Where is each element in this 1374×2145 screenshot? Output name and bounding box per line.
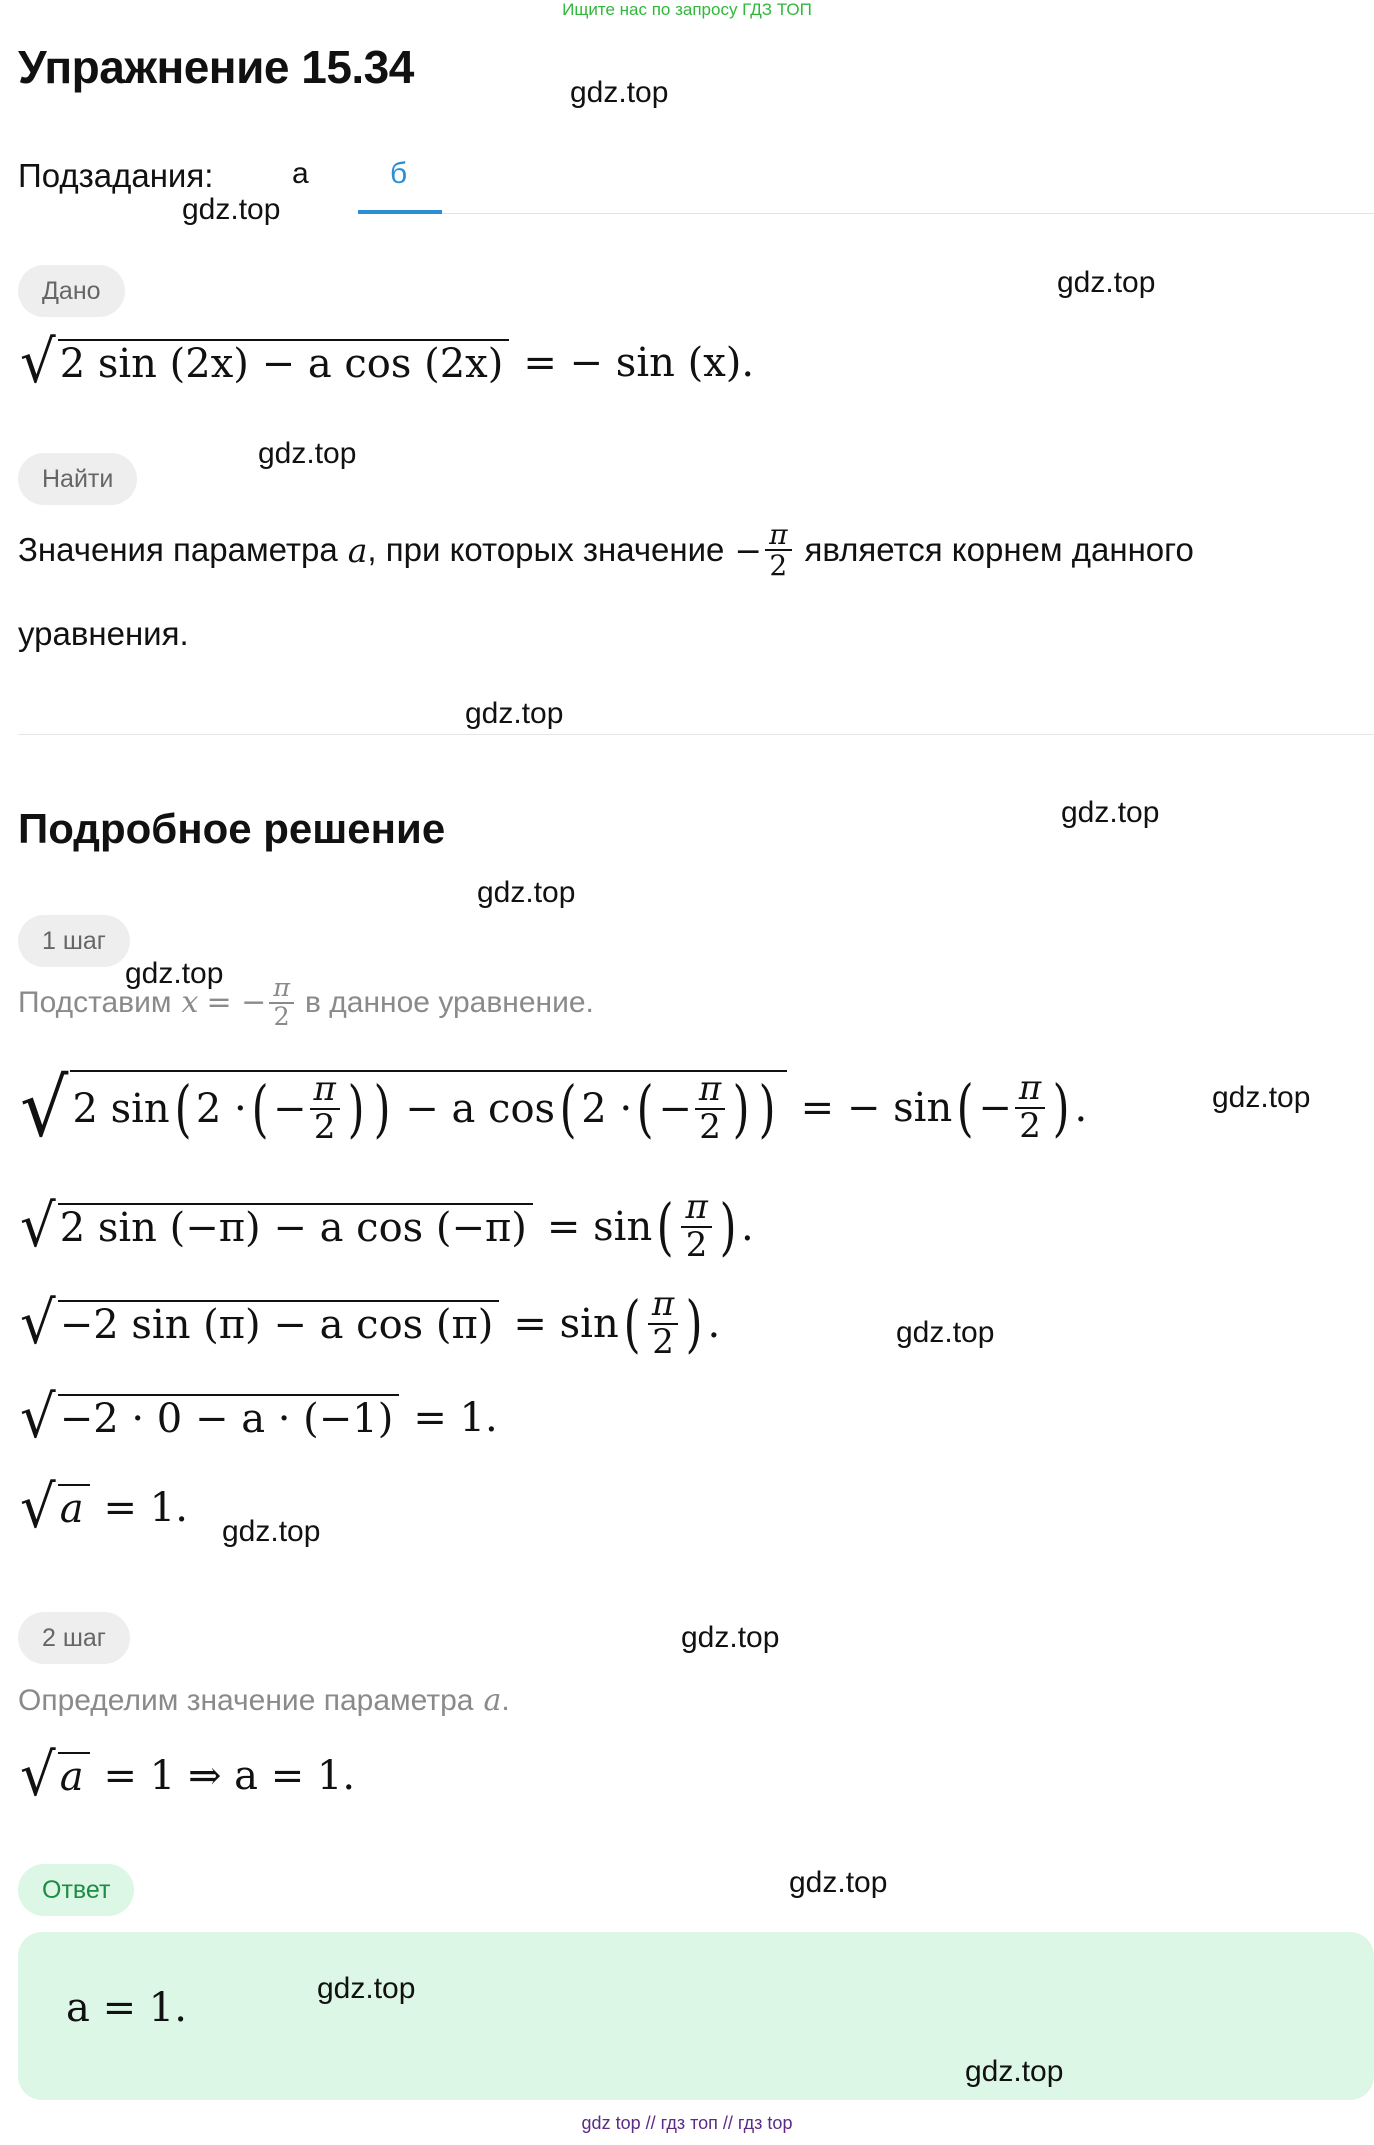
tabs-divider — [442, 213, 1374, 214]
math-rhs: = 1. — [413, 1395, 498, 1441]
fraction-numerator: π — [648, 1287, 678, 1325]
find-text-line-2: уравнения. — [18, 615, 189, 652]
promo-note: Ищите нас по запросу ГДЗ ТОП — [562, 0, 812, 19]
fraction-numerator: π — [310, 1072, 340, 1110]
watermark: gdz.top — [789, 1866, 888, 1899]
step1-intro-fraction — [269, 975, 294, 1031]
step1-equation-4 — [20, 1383, 498, 1452]
section-divider — [18, 734, 1374, 735]
math-fn: − a cos — [405, 1086, 556, 1132]
math-end: . — [1074, 1085, 1088, 1131]
fraction-denominator: 2 — [652, 1321, 674, 1362]
paren-open: ( — [636, 1072, 654, 1145]
step1-equation-3 — [20, 1284, 721, 1362]
step2-equation — [20, 1741, 356, 1810]
math-term: 2 · — [581, 1086, 633, 1132]
step1-chip: 1 шаг — [18, 915, 130, 967]
step1-eq1-radicand — [70, 1070, 786, 1145]
step1-intro-eq: = − — [206, 985, 267, 1021]
paren-close: ) — [347, 1072, 365, 1145]
step1-intro-text: Подставим — [18, 985, 172, 1019]
paren-close: ) — [732, 1072, 750, 1145]
fraction-denominator: 2 — [1019, 1106, 1041, 1146]
math-rhs: = − sin — [800, 1085, 953, 1131]
math-rhs: = 1 ⇒ a = 1. — [103, 1753, 356, 1799]
find-text-part: является корнем данного — [804, 531, 1194, 569]
watermark: gdz.top — [1057, 266, 1156, 299]
paren-open: ( — [174, 1072, 192, 1145]
sqrt-symbol: √ — [20, 1383, 56, 1452]
math-sign: − — [658, 1086, 692, 1132]
math-sign: − — [272, 1086, 307, 1132]
math-fn: 2 sin — [72, 1086, 170, 1132]
tab-subtask-b[interactable]: б — [390, 157, 408, 190]
watermark: gdz.top — [125, 957, 224, 990]
watermark: gdz.top — [317, 1972, 416, 2005]
fraction-numerator: π — [765, 520, 791, 551]
watermark: gdz.top — [570, 76, 669, 109]
watermark: gdz.top — [258, 437, 357, 470]
find-text-part: , при которых значение — [367, 531, 725, 569]
watermark: gdz.top — [1061, 796, 1160, 829]
fraction-denominator: 2 — [273, 1001, 290, 1032]
math-rhs: = 1. — [103, 1485, 188, 1531]
paren-open: ( — [656, 1189, 674, 1263]
step1-eq4-radicand: −2 · 0 − a · (−1) — [58, 1394, 400, 1442]
fraction-numerator: π — [269, 975, 294, 1004]
sqrt-symbol: √ — [20, 1473, 56, 1542]
pi-over-2-fraction — [1015, 1068, 1045, 1146]
given-radicand: 2 sin (2x) − a cos (2x) — [58, 339, 510, 387]
step2-text-part: Определим значение параметра — [18, 1683, 474, 1717]
watermark: gdz.top — [222, 1515, 321, 1548]
find-text-line-1 — [18, 520, 1194, 581]
math-end: . — [707, 1300, 721, 1347]
math-end: . — [741, 1203, 754, 1250]
given-rhs: = − sin (x). — [523, 340, 755, 386]
fraction-denominator: 2 — [699, 1107, 721, 1147]
paren-open: ( — [956, 1071, 974, 1144]
paren-close: ) — [719, 1189, 737, 1263]
step1-equation-5 — [20, 1473, 188, 1542]
fraction-denominator: 2 — [769, 549, 788, 583]
watermark: gdz.top — [182, 193, 281, 226]
find-value-fraction — [765, 520, 791, 581]
find-param: a — [347, 530, 368, 570]
pi-over-2-fraction — [310, 1069, 340, 1147]
given-equation — [20, 328, 755, 397]
footer-note: gdz top // гдз топ // гдз top — [581, 2113, 793, 2133]
pi-over-2-fraction — [695, 1069, 725, 1147]
watermark: gdz.top — [681, 1621, 780, 1654]
find-value-sign: − — [734, 530, 763, 570]
pi-over-2-fraction — [648, 1284, 678, 1362]
step1-intro-text: в данное уравнение. — [305, 985, 594, 1019]
paren-close: ) — [1052, 1071, 1070, 1144]
find-text-part: Значения параметра — [18, 531, 338, 569]
math-rhs: = sin — [546, 1203, 653, 1250]
step1-intro — [18, 975, 594, 1031]
step1-eq3-radicand: −2 sin (π) − a cos (π) — [58, 1300, 500, 1348]
sqrt-symbol: √ — [20, 328, 56, 397]
watermark: gdz.top — [965, 2055, 1064, 2088]
page-title: Упражнение 15.34 — [18, 41, 414, 93]
watermark: gdz.top — [896, 1316, 995, 1349]
watermark: gdz.top — [477, 876, 576, 909]
paren-close: ) — [373, 1072, 391, 1145]
fraction-numerator: π — [681, 1190, 711, 1228]
sqrt-symbol: √ — [20, 1192, 56, 1261]
step2-param: a — [483, 1683, 502, 1718]
watermark: gdz.top — [1212, 1081, 1311, 1114]
watermark: gdz.top — [465, 697, 564, 730]
math-sign: − — [978, 1085, 1012, 1131]
paren-open: ( — [559, 1072, 577, 1145]
pi-over-2-fraction — [681, 1187, 711, 1265]
answer-chip: Ответ — [18, 1864, 134, 1916]
sqrt-symbol: √ — [20, 1289, 56, 1358]
fraction-denominator: 2 — [313, 1107, 336, 1147]
active-tab-indicator — [358, 210, 442, 214]
paren-close: ) — [759, 1072, 777, 1145]
sqrt-symbol: √ — [20, 1060, 69, 1155]
step1-equation-1 — [20, 1060, 1088, 1155]
subtasks-label: Подзадания: — [18, 157, 214, 194]
tab-subtask-a[interactable]: а — [292, 157, 309, 190]
fraction-denominator: 2 — [685, 1224, 708, 1265]
step1-eq2-radicand: 2 sin (−π) − a cos (−π) — [58, 1203, 533, 1251]
find-chip: Найти — [18, 453, 137, 505]
paren-close: ) — [685, 1286, 703, 1360]
given-chip: Дано — [18, 265, 125, 317]
step1-equation-2 — [20, 1187, 754, 1265]
fraction-numerator: π — [1015, 1071, 1045, 1109]
step1-eq5-radicand: a — [58, 1484, 90, 1532]
step1-intro-var: x — [181, 985, 199, 1021]
paren-open: ( — [623, 1286, 641, 1360]
step2-dot: . — [501, 1683, 510, 1717]
answer-formula: a = 1. — [66, 1985, 187, 2031]
fraction-numerator: π — [695, 1072, 725, 1110]
paren-open: ( — [251, 1072, 269, 1145]
step2-radicand: a — [58, 1752, 90, 1800]
math-rhs: = sin — [513, 1300, 619, 1347]
solution-title: Подробное решение — [18, 805, 446, 852]
step2-chip: 2 шаг — [18, 1612, 130, 1664]
math-term: 2 · — [195, 1086, 247, 1132]
sqrt-symbol: √ — [20, 1741, 56, 1810]
step2-text — [18, 1683, 510, 1718]
answer-box — [18, 1932, 1374, 2100]
